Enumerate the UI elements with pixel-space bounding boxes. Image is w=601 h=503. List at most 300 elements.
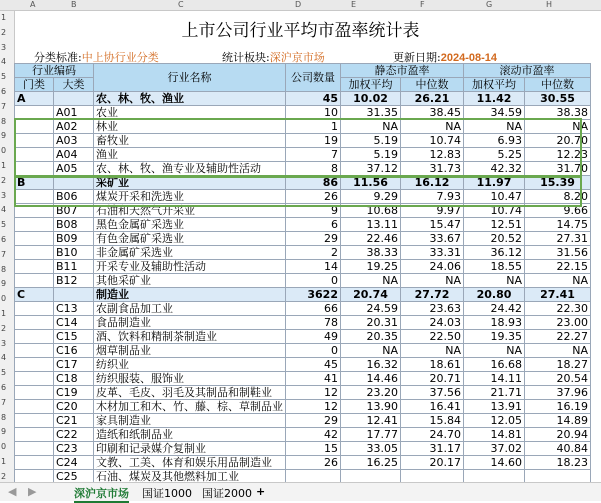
static-median-cell[interactable]: NA (401, 274, 464, 288)
static-median-cell[interactable]: NA (401, 120, 464, 134)
company-count-cell[interactable]: 6 (286, 218, 341, 232)
company-count-cell[interactable]: 45 (286, 92, 341, 106)
industry-name-cell[interactable]: 纺织服装、服饰业 (94, 372, 286, 386)
row-number[interactable]: 6 (1, 87, 7, 96)
company-count-header[interactable]: 公司数量 (286, 64, 341, 92)
static-median-cell[interactable]: 23.63 (401, 302, 464, 316)
rolling-median-cell[interactable]: 20.94 (525, 428, 591, 442)
static-median-cell[interactable]: 15.47 (401, 218, 464, 232)
door-cell[interactable] (15, 148, 54, 162)
table-row (15, 456, 591, 470)
static-median-cell[interactable]: 9.97 (401, 204, 464, 218)
company-count-cell[interactable]: 26 (286, 190, 341, 204)
add-sheet-button[interactable]: + (256, 485, 266, 498)
static-median-cell[interactable]: 33.67 (401, 232, 464, 246)
row-number[interactable]: 0 (1, 294, 7, 304)
rolling-weighted-cell[interactable]: 34.59 (464, 106, 525, 120)
rolling-weighted-header[interactable]: 加权平均 (464, 78, 525, 92)
static-weighted-cell[interactable]: 10.02 (341, 92, 401, 106)
static-median-cell[interactable]: 22.50 (401, 330, 464, 344)
static-median-cell[interactable]: 20.71 (401, 372, 464, 386)
company-count-cell[interactable]: 12 (286, 400, 341, 414)
static-median-cell[interactable]: 37.56 (401, 386, 464, 400)
rolling-median-cell[interactable]: 20.70 (525, 134, 591, 148)
sheet-tab-bar (0, 482, 601, 501)
door-cell[interactable] (15, 106, 54, 120)
rolling-weighted-cell[interactable]: 37.02 (464, 442, 525, 456)
major-cell[interactable]: B12 (54, 274, 94, 288)
rolling-weighted-cell[interactable]: 12.05 (464, 414, 525, 428)
major-cell[interactable]: B08 (54, 218, 94, 232)
board-value: 深沪京市场 (269, 51, 325, 64)
rolling-median-header[interactable]: 中位数 (525, 78, 591, 92)
table-row (15, 316, 591, 330)
rolling-weighted-cell[interactable]: 16.68 (464, 358, 525, 372)
major-cell[interactable]: C25 (54, 470, 94, 484)
rolling-median-cell[interactable]: 30.55 (525, 92, 591, 106)
door-cell[interactable]: C (15, 288, 54, 302)
door-cell[interactable] (15, 372, 54, 386)
code-group-header[interactable]: 行业编码 (15, 64, 94, 78)
static-weighted-cell[interactable]: 13.11 (341, 218, 401, 232)
major-cell[interactable]: C23 (54, 442, 94, 456)
company-count-cell[interactable]: 86 (286, 176, 341, 190)
row-number[interactable]: 1 (1, 309, 7, 318)
row-number[interactable]: 7 (1, 101, 7, 111)
tab-guozheng-2000[interactable]: 国证2000 (202, 487, 252, 500)
rolling-weighted-cell[interactable]: 10.74 (464, 204, 525, 218)
major-cell[interactable]: B09 (54, 232, 94, 246)
static-weighted-cell[interactable]: NA (341, 344, 401, 358)
company-count-cell[interactable]: 26 (286, 456, 341, 470)
static-median-cell[interactable]: 7.93 (401, 190, 464, 204)
row-number[interactable]: 7 (1, 397, 7, 407)
rolling-median-cell[interactable]: 9.66 (525, 204, 591, 218)
rolling-median-cell[interactable]: 14.75 (525, 218, 591, 232)
door-cell[interactable] (15, 134, 54, 148)
rolling-median-cell[interactable]: 22.15 (525, 260, 591, 274)
row-number[interactable]: 1 (1, 161, 7, 170)
major-cell[interactable]: C17 (54, 358, 94, 372)
next-sheet-icon[interactable]: ▶ (28, 485, 37, 498)
header-row-1 (15, 64, 591, 78)
row-number[interactable]: 2 (1, 323, 7, 333)
industry-name-cell[interactable]: 黑色金属矿采选业 (94, 218, 286, 232)
major-cell[interactable]: C18 (54, 372, 94, 386)
rolling-weighted-cell[interactable]: 6.93 (464, 134, 525, 148)
col-letter-g[interactable]: G (486, 0, 493, 9)
table-row (15, 106, 591, 120)
industry-name-cell[interactable]: 林业 (94, 120, 286, 134)
rolling-median-cell[interactable]: 8.20 (525, 190, 591, 204)
row-number[interactable]: 0 (1, 146, 7, 156)
door-cell[interactable] (15, 204, 54, 218)
pe-ratio-table (14, 63, 591, 484)
rolling-median-cell[interactable]: 31.70 (525, 162, 591, 176)
static-weighted-cell[interactable]: 31.35 (341, 106, 401, 120)
tab-guozheng-1000[interactable]: 国证1000 (142, 487, 192, 500)
rolling-weighted-cell[interactable]: NA (464, 120, 525, 134)
rolling-median-cell[interactable]: 15.39 (525, 176, 591, 190)
static-median-header[interactable]: 中位数 (401, 78, 464, 92)
row-number[interactable]: 2 (1, 175, 7, 185)
door-cell[interactable] (15, 246, 54, 260)
rolling-weighted-cell[interactable]: 20.52 (464, 232, 525, 246)
rolling-weighted-cell[interactable]: NA (464, 274, 525, 288)
rolling-weighted-cell[interactable]: 36.12 (464, 246, 525, 260)
static-median-cell[interactable]: NA (401, 344, 464, 358)
table-row (15, 134, 591, 148)
industry-name-cell[interactable]: 酒、饮料和精制茶制造业 (94, 330, 286, 344)
col-letter-b[interactable]: B (71, 0, 77, 9)
rolling-weighted-cell[interactable]: 11.97 (464, 176, 525, 190)
row-number[interactable]: 2 (1, 471, 7, 481)
table-row (15, 428, 591, 442)
section-row (15, 288, 591, 302)
industry-name-cell[interactable]: 农副食品加工业 (94, 302, 286, 316)
rolling-median-cell[interactable]: 40.84 (525, 442, 591, 456)
company-count-cell[interactable]: 66 (286, 302, 341, 316)
row-number[interactable]: 9 (1, 131, 7, 141)
column-header-bar (0, 0, 601, 11)
rolling-median-cell[interactable]: 18.27 (525, 358, 591, 372)
row-number[interactable]: 0 (1, 442, 7, 452)
static-median-cell[interactable]: 26.21 (401, 92, 464, 106)
major-header[interactable]: 大类 (54, 78, 94, 92)
company-count-cell[interactable]: 3622 (286, 288, 341, 302)
rolling-median-cell[interactable]: 37.96 (525, 386, 591, 400)
static-weighted-cell[interactable]: 14.46 (341, 372, 401, 386)
rolling-weighted-cell[interactable]: 12.51 (464, 218, 525, 232)
static-weighted-cell[interactable]: 19.25 (341, 260, 401, 274)
door-cell[interactable] (15, 260, 54, 274)
static-median-cell[interactable]: 24.70 (401, 428, 464, 442)
rolling-weighted-cell[interactable]: NA (464, 344, 525, 358)
date-value: 2024-08-14 (440, 52, 497, 64)
rolling-median-cell[interactable]: NA (525, 274, 591, 288)
rolling-median-cell[interactable]: NA (525, 120, 591, 134)
rolling-median-cell[interactable]: 27.41 (525, 288, 591, 302)
industry-name-header[interactable]: 行业名称 (94, 64, 286, 92)
major-cell[interactable]: C22 (54, 428, 94, 442)
static-weighted-cell[interactable]: 9.29 (341, 190, 401, 204)
static-weighted-cell[interactable]: 22.46 (341, 232, 401, 246)
rolling-weighted-cell[interactable]: 21.71 (464, 386, 525, 400)
door-cell[interactable] (15, 316, 54, 330)
industry-name-cell[interactable]: 农业 (94, 106, 286, 120)
static-median-cell[interactable]: 20.17 (401, 456, 464, 470)
row-number[interactable]: 5 (1, 72, 7, 82)
major-cell[interactable]: B10 (54, 246, 94, 260)
company-count-cell[interactable]: 41 (286, 372, 341, 386)
static-median-cell[interactable]: 38.45 (401, 106, 464, 120)
row-number[interactable]: 6 (1, 383, 7, 392)
industry-name-cell[interactable]: 家具制造业 (94, 414, 286, 428)
rolling-median-cell[interactable]: 27.31 (525, 232, 591, 246)
door-cell[interactable]: A (15, 92, 54, 106)
static-median-cell[interactable]: 33.31 (401, 246, 464, 260)
rolling-median-cell[interactable]: 12.23 (525, 148, 591, 162)
door-cell[interactable] (15, 162, 54, 176)
row-number[interactable]: 7 (1, 249, 7, 259)
tab-shenhujing-market[interactable]: 深沪京市场 (74, 485, 129, 503)
door-cell[interactable] (15, 414, 54, 428)
table-row (15, 372, 591, 386)
static-pe-header[interactable]: 静态市盈率 (341, 64, 464, 78)
static-weighted-cell[interactable]: 16.25 (341, 456, 401, 470)
door-cell[interactable] (15, 344, 54, 358)
major-cell[interactable]: C19 (54, 386, 94, 400)
classification-label: 分类标准: (34, 51, 82, 64)
row-number[interactable]: 6 (1, 235, 7, 244)
classification-value: 中上协行业分类 (81, 51, 159, 64)
static-weighted-cell[interactable]: NA (341, 120, 401, 134)
table-row (15, 358, 591, 372)
row-number[interactable]: 9 (1, 279, 7, 289)
rolling-weighted-cell[interactable]: 5.25 (464, 148, 525, 162)
static-weighted-cell[interactable]: 16.32 (341, 358, 401, 372)
rolling-median-cell[interactable]: NA (525, 344, 591, 358)
major-cell[interactable] (54, 288, 94, 302)
rolling-weighted-cell[interactable]: 11.42 (464, 92, 525, 106)
industry-name-cell[interactable]: 其他采矿业 (94, 274, 286, 288)
row-number[interactable]: 8 (1, 412, 7, 422)
table-row (15, 400, 591, 414)
door-cell[interactable] (15, 386, 54, 400)
rolling-weighted-cell[interactable]: 24.42 (464, 302, 525, 316)
major-cell[interactable] (54, 176, 94, 190)
static-median-cell[interactable]: 16.41 (401, 400, 464, 414)
industry-name-cell[interactable]: 食品制造业 (94, 316, 286, 330)
static-weighted-cell[interactable]: 20.35 (341, 330, 401, 344)
row-number[interactable]: 1 (1, 457, 7, 466)
major-cell[interactable]: A03 (54, 134, 94, 148)
row-number[interactable]: 3 (1, 338, 7, 348)
row-number[interactable]: 5 (1, 220, 7, 230)
major-cell[interactable]: A04 (54, 148, 94, 162)
table-row (15, 442, 591, 456)
company-count-cell[interactable]: 12 (286, 386, 341, 400)
company-count-cell[interactable]: 49 (286, 330, 341, 344)
major-cell[interactable] (54, 92, 94, 106)
door-cell[interactable] (15, 400, 54, 414)
rolling-weighted-cell[interactable]: 20.80 (464, 288, 525, 302)
industry-name-cell[interactable]: 印刷和记录媒介复制业 (94, 442, 286, 456)
rolling-median-cell[interactable]: 18.23 (525, 456, 591, 470)
prev-sheet-icon[interactable]: ◀ (8, 485, 17, 498)
industry-name-cell[interactable]: 农、林、牧、渔专业及辅助性活动 (94, 162, 286, 176)
rolling-weighted-cell[interactable]: 10.47 (464, 190, 525, 204)
rolling-median-cell[interactable]: 14.89 (525, 414, 591, 428)
major-cell[interactable]: C21 (54, 414, 94, 428)
company-count-cell[interactable]: 29 (286, 414, 341, 428)
industry-name-cell[interactable]: 开采专业及辅助性活动 (94, 260, 286, 274)
rolling-median-cell[interactable]: 31.56 (525, 246, 591, 260)
door-cell[interactable] (15, 428, 54, 442)
company-count-cell[interactable]: 7 (286, 148, 341, 162)
table-row (15, 120, 591, 134)
static-weighted-cell[interactable]: 17.77 (341, 428, 401, 442)
industry-name-cell[interactable]: 农、林、牧、渔业 (94, 92, 286, 106)
door-header[interactable]: 门类 (15, 78, 54, 92)
door-cell[interactable] (15, 302, 54, 316)
row-number[interactable]: 9 (1, 427, 7, 437)
major-cell[interactable]: C13 (54, 302, 94, 316)
static-weighted-cell[interactable]: 5.19 (341, 148, 401, 162)
static-weighted-cell[interactable]: 20.74 (341, 288, 401, 302)
static-median-cell[interactable]: 31.17 (401, 442, 464, 456)
static-median-cell[interactable]: 10.74 (401, 134, 464, 148)
company-count-cell[interactable]: 42 (286, 428, 341, 442)
static-median-cell[interactable]: 16.12 (401, 176, 464, 190)
industry-name-cell[interactable]: 非金属矿采选业 (94, 246, 286, 260)
industry-name-cell[interactable]: 石油和天然气开采业 (94, 204, 286, 218)
static-median-cell[interactable]: 31.73 (401, 162, 464, 176)
section-row (15, 176, 591, 190)
rolling-weighted-cell[interactable]: 14.11 (464, 372, 525, 386)
row-number[interactable]: 5 (1, 368, 7, 378)
row-number[interactable]: 2 (1, 27, 7, 37)
industry-name-cell[interactable]: 皮革、毛皮、羽毛及其制品和制鞋业 (94, 386, 286, 400)
door-cell[interactable] (15, 456, 54, 470)
door-cell[interactable] (15, 274, 54, 288)
row-number[interactable]: 3 (1, 42, 7, 52)
industry-name-cell[interactable]: 文教、工美、体育和娱乐用品制造业 (94, 456, 286, 470)
static-median-cell[interactable]: 12.83 (401, 148, 464, 162)
rolling-weighted-cell[interactable]: 18.55 (464, 260, 525, 274)
rolling-weighted-cell[interactable]: 19.35 (464, 330, 525, 344)
row-number[interactable]: 3 (1, 190, 7, 200)
company-count-cell[interactable]: 15 (286, 442, 341, 456)
company-count-cell[interactable]: 1 (286, 120, 341, 134)
company-count-cell[interactable]: 0 (286, 344, 341, 358)
rolling-weighted-cell[interactable]: 14.81 (464, 428, 525, 442)
company-count-cell[interactable]: 45 (286, 358, 341, 372)
rolling-median-cell[interactable]: 22.30 (525, 302, 591, 316)
company-count-cell[interactable]: 78 (286, 316, 341, 330)
company-count-cell[interactable]: 29 (286, 232, 341, 246)
static-weighted-cell[interactable]: 12.41 (341, 414, 401, 428)
static-weighted-cell[interactable]: NA (341, 274, 401, 288)
major-cell[interactable]: A02 (54, 120, 94, 134)
industry-name-cell[interactable]: 石油、煤炭及其他燃料加工业 (94, 470, 286, 484)
industry-name-cell[interactable]: 渔业 (94, 148, 286, 162)
door-cell[interactable] (15, 232, 54, 246)
static-weighted-cell[interactable]: 23.20 (341, 386, 401, 400)
door-cell[interactable]: B (15, 176, 54, 190)
rolling-weighted-cell[interactable]: 13.91 (464, 400, 525, 414)
rolling-median-cell[interactable]: 22.27 (525, 330, 591, 344)
industry-name-cell[interactable]: 有色金属矿采选业 (94, 232, 286, 246)
company-count-cell[interactable]: 10 (286, 106, 341, 120)
industry-name-cell[interactable]: 采矿业 (94, 176, 286, 190)
table-row (15, 204, 591, 218)
major-cell[interactable]: C16 (54, 344, 94, 358)
static-median-cell[interactable]: 18.61 (401, 358, 464, 372)
col-letter-e[interactable]: E (351, 0, 357, 9)
industry-name-cell[interactable]: 制造业 (94, 288, 286, 302)
rolling-weighted-cell[interactable]: 18.93 (464, 316, 525, 330)
row-number[interactable]: 1 (1, 13, 7, 22)
static-median-cell[interactable]: 15.84 (401, 414, 464, 428)
row-number[interactable]: 8 (1, 264, 7, 274)
static-weighted-cell[interactable]: 13.90 (341, 400, 401, 414)
row-number[interactable]: 8 (1, 116, 7, 126)
major-cell[interactable]: A01 (54, 106, 94, 120)
static-weighted-cell[interactable]: 11.56 (341, 176, 401, 190)
static-weighted-cell[interactable]: 33.05 (341, 442, 401, 456)
static-weighted-cell[interactable]: 5.19 (341, 134, 401, 148)
static-median-cell[interactable]: 24.03 (401, 316, 464, 330)
industry-name-cell[interactable]: 木材加工和木、竹、藤、棕、草制品业 (94, 400, 286, 414)
static-weighted-cell[interactable]: 24.59 (341, 302, 401, 316)
industry-name-cell[interactable]: 纺织业 (94, 358, 286, 372)
static-weighted-header[interactable]: 加权平均 (341, 78, 401, 92)
major-cell[interactable]: C14 (54, 316, 94, 330)
industry-name-cell[interactable]: 造纸和纸制品业 (94, 428, 286, 442)
col-letter-h[interactable]: H (546, 0, 553, 9)
rolling-weighted-cell[interactable]: 14.60 (464, 456, 525, 470)
static-weighted-cell[interactable]: 10.68 (341, 204, 401, 218)
col-letter-a[interactable]: A (30, 0, 36, 9)
table-row (15, 274, 591, 288)
door-cell[interactable] (15, 218, 54, 232)
door-cell[interactable] (15, 190, 54, 204)
major-cell[interactable]: C24 (54, 456, 94, 470)
row-number[interactable]: 4 (1, 205, 7, 215)
date-label: 更新日期: (393, 51, 441, 64)
door-cell[interactable] (15, 120, 54, 134)
table-row (15, 260, 591, 274)
major-cell[interactable]: C15 (54, 330, 94, 344)
rolling-pe-header[interactable]: 滚动市盈率 (464, 64, 591, 78)
row-number[interactable]: 4 (1, 353, 7, 363)
rolling-median-cell[interactable]: 23.00 (525, 316, 591, 330)
company-count-cell[interactable]: 0 (286, 274, 341, 288)
industry-name-cell[interactable]: 烟草制品业 (94, 344, 286, 358)
rolling-weighted-cell[interactable]: 42.32 (464, 162, 525, 176)
major-cell[interactable]: B06 (54, 190, 94, 204)
rolling-median-cell[interactable]: 38.38 (525, 106, 591, 120)
col-letter-d[interactable]: D (295, 0, 302, 9)
static-weighted-cell[interactable]: 38.33 (341, 246, 401, 260)
major-cell[interactable]: B07 (54, 204, 94, 218)
row-header-bar (0, 11, 15, 482)
major-cell[interactable]: B11 (54, 260, 94, 274)
static-median-cell[interactable]: 24.06 (401, 260, 464, 274)
door-cell[interactable] (15, 442, 54, 456)
static-weighted-cell[interactable]: 20.31 (341, 316, 401, 330)
company-count-cell[interactable]: 2 (286, 246, 341, 260)
row-number[interactable]: 4 (1, 57, 7, 67)
static-weighted-cell[interactable]: 37.12 (341, 162, 401, 176)
industry-name-cell[interactable]: 煤炭开采和洗选业 (94, 190, 286, 204)
door-cell[interactable] (15, 358, 54, 372)
col-letter-c[interactable]: C (178, 0, 184, 9)
door-cell[interactable] (15, 330, 54, 344)
major-cell[interactable]: A05 (54, 162, 94, 176)
company-count-cell[interactable]: 9 (286, 204, 341, 218)
industry-name-cell[interactable]: 畜牧业 (94, 134, 286, 148)
rolling-median-cell[interactable]: 16.19 (525, 400, 591, 414)
col-letter-f[interactable]: F (420, 0, 425, 9)
rolling-median-cell[interactable]: 20.54 (525, 372, 591, 386)
company-count-cell[interactable]: 8 (286, 162, 341, 176)
company-count-cell[interactable]: 14 (286, 260, 341, 274)
static-median-cell[interactable]: 27.72 (401, 288, 464, 302)
major-cell[interactable]: C20 (54, 400, 94, 414)
company-count-cell[interactable]: 19 (286, 134, 341, 148)
